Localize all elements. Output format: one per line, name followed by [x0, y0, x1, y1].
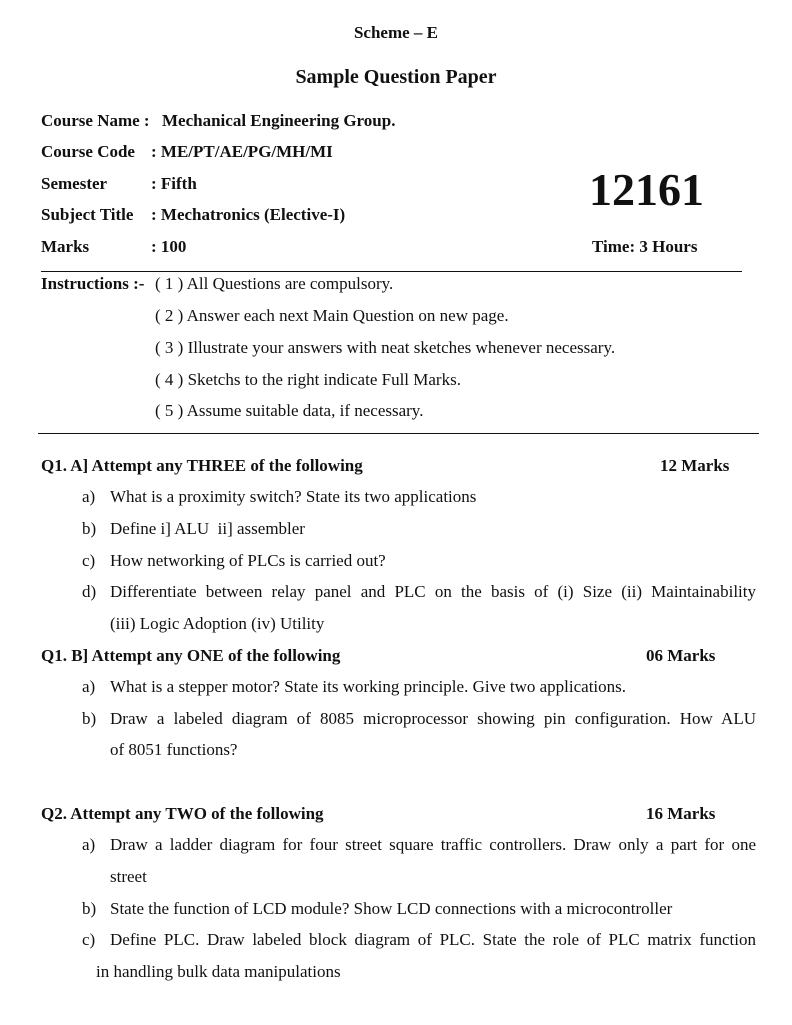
course-name-label: Course Name : [41, 111, 150, 130]
item-label: c) [82, 930, 96, 949]
instructions-label: Instructions :- [41, 274, 145, 293]
marks-value: : 100 [151, 237, 187, 256]
instruction-item: ( 5 ) Assume suitable data, if necessary. [155, 401, 424, 420]
item-label: b) [82, 899, 97, 918]
list-item: What is a proximity switch? State its two applications [110, 487, 477, 506]
question-heading: Q1. B] Attempt any ONE of the following [41, 646, 341, 665]
item-label: a) [82, 487, 96, 506]
course-name-value: Mechanical Engineering Group. [162, 111, 396, 130]
list-item: State the function of LCD module? Show LCD connections with a microcontroller [110, 899, 673, 918]
list-item: Draw a ladder diagram for four street square traffic controllers. Draw only a part for one [110, 835, 756, 854]
semester-value: : Fifth [151, 174, 197, 193]
course-code-label: Course Code [41, 142, 135, 161]
item-label: a) [82, 677, 96, 696]
question-marks: 16 Marks [646, 804, 716, 823]
page-title: Sample Question Paper [295, 66, 497, 88]
question-heading: Q2. Attempt any TWO of the following [41, 804, 324, 823]
item-label: b) [82, 519, 97, 538]
item-label: a) [82, 835, 96, 854]
list-item: What is a stepper motor? State its working principle. Give two applications. [110, 677, 627, 696]
semester-label: Semester [41, 174, 108, 193]
exam-time: Time: 3 Hours [592, 237, 698, 256]
subject-title-value: : Mechatronics (Elective-I) [151, 205, 346, 224]
scheme-label: Scheme – E [353, 23, 439, 42]
instruction-item: ( 3 ) Illustrate your answers with neat sketches whenever necessary. [155, 338, 616, 357]
list-item: Draw a labeled diagram of 8085 microprocessor showing pin configuration. How ALU [110, 709, 756, 728]
list-item: Differentiate between relay panel and PLC on the basis of (i) Size (ii) Maintainability [110, 582, 756, 601]
list-item: Define i] ALU ii] assembler [110, 519, 305, 538]
course-code-value: : ME/PT/AE/PG/MH/MI [151, 142, 333, 161]
marks-label: Marks [41, 237, 90, 256]
list-item: Define PLC. Draw labeled block diagram of PLC. State the role of PLC matrix function [110, 930, 756, 949]
list-item-continuation: street [110, 867, 147, 886]
paper-code: 12161 [589, 164, 704, 215]
instruction-item: ( 4 ) Sketchs to the right indicate Full Marks. [155, 370, 461, 389]
item-label: d) [82, 582, 97, 601]
divider-bottom [38, 433, 759, 434]
instruction-item: ( 2 ) Answer each next Main Question on new page. [155, 306, 509, 325]
instruction-item: ( 1 ) All Questions are compulsory. [155, 274, 394, 293]
subject-title-label: Subject Title [41, 205, 134, 224]
list-item-continuation: in handling bulk data manipulations [96, 962, 341, 981]
item-label: c) [82, 551, 96, 570]
list-item-continuation: (iii) Logic Adoption (iv) Utility [110, 614, 325, 633]
divider-top [41, 271, 742, 272]
question-marks: 12 Marks [660, 456, 730, 475]
list-item: How networking of PLCs is carried out? [110, 551, 386, 570]
question-heading: Q1. A] Attempt any THREE of the following [41, 456, 363, 475]
question-marks: 06 Marks [646, 646, 716, 665]
item-label: b) [82, 709, 97, 728]
list-item-continuation: of 8051 functions? [110, 740, 238, 759]
